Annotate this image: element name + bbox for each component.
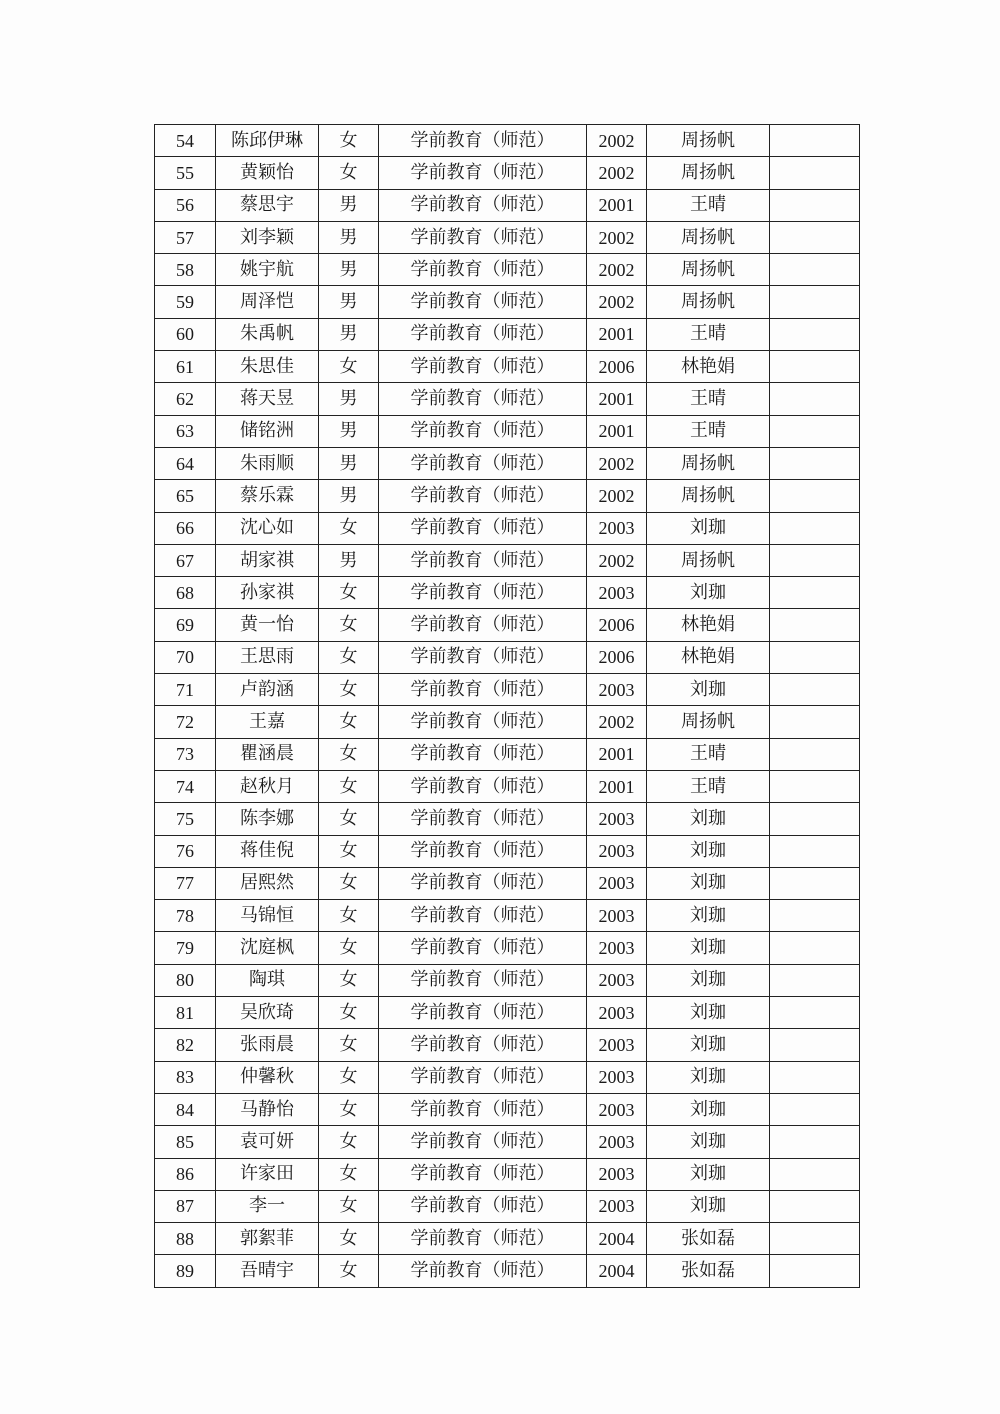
cell-major: 学前教育（师范） [379,803,587,835]
cell-class: 2003 [587,512,647,544]
cell-note [770,221,860,253]
table-row [155,932,860,964]
cell-major: 学前教育（师范） [379,609,587,641]
cell-number: 87 [155,1190,216,1222]
cell-major: 学前教育（师范） [379,286,587,318]
cell-student-name: 刘李颖 [216,221,319,253]
cell-student-name: 赵秋月 [216,770,319,802]
table-row [155,867,860,899]
cell-major: 学前教育（师范） [379,1061,587,1093]
cell-note [770,706,860,738]
cell-note [770,1190,860,1222]
cell-teacher: 张如磊 [647,1255,770,1287]
table-row [155,383,860,415]
cell-gender: 女 [319,512,379,544]
cell-number: 73 [155,738,216,770]
cell-major: 学前教育（师范） [379,480,587,512]
cell-gender: 女 [319,803,379,835]
cell-gender: 女 [319,867,379,899]
cell-gender: 女 [319,1255,379,1287]
cell-student-name: 王思雨 [216,641,319,673]
cell-class: 2003 [587,1190,647,1222]
cell-note [770,900,860,932]
cell-number: 58 [155,254,216,286]
cell-teacher: 林艳娟 [647,609,770,641]
cell-note [770,641,860,673]
cell-student-name: 朱禹帆 [216,318,319,350]
cell-note [770,835,860,867]
cell-note [770,125,860,157]
cell-note [770,1255,860,1287]
cell-number: 81 [155,997,216,1029]
cell-note [770,609,860,641]
cell-teacher: 王晴 [647,189,770,221]
cell-class: 2003 [587,674,647,706]
table-row [155,1061,860,1093]
cell-class: 2003 [587,803,647,835]
cell-teacher: 周扬帆 [647,221,770,253]
cell-note [770,447,860,479]
cell-note [770,512,860,544]
cell-note [770,254,860,286]
cell-note [770,1093,860,1125]
cell-number: 63 [155,415,216,447]
cell-student-name: 沈庭枫 [216,932,319,964]
cell-student-name: 张雨晨 [216,1029,319,1061]
cell-class: 2004 [587,1223,647,1255]
cell-student-name: 胡家祺 [216,544,319,576]
cell-gender: 女 [319,1158,379,1190]
cell-number: 57 [155,221,216,253]
cell-number: 76 [155,835,216,867]
cell-gender: 男 [319,383,379,415]
cell-class: 2001 [587,383,647,415]
cell-gender: 女 [319,964,379,996]
cell-teacher: 刘珈 [647,512,770,544]
cell-teacher: 刘珈 [647,1093,770,1125]
cell-note [770,1061,860,1093]
cell-gender: 女 [319,125,379,157]
cell-number: 72 [155,706,216,738]
cell-class: 2006 [587,351,647,383]
cell-teacher: 刘珈 [647,867,770,899]
cell-teacher: 周扬帆 [647,286,770,318]
cell-teacher: 刘珈 [647,1061,770,1093]
cell-gender: 女 [319,351,379,383]
cell-gender: 女 [319,1029,379,1061]
cell-class: 2002 [587,480,647,512]
cell-number: 54 [155,125,216,157]
cell-gender: 男 [319,286,379,318]
student-roster-table [154,124,860,1288]
cell-teacher: 周扬帆 [647,125,770,157]
table-row [155,286,860,318]
cell-teacher: 刘珈 [647,835,770,867]
cell-number: 62 [155,383,216,415]
cell-class: 2003 [587,1093,647,1125]
cell-student-name: 陈邱伊琳 [216,125,319,157]
cell-major: 学前教育（师范） [379,512,587,544]
table-row [155,447,860,479]
cell-major: 学前教育（师范） [379,674,587,706]
cell-major: 学前教育（师范） [379,1093,587,1125]
cell-note [770,932,860,964]
cell-class: 2002 [587,221,647,253]
cell-major: 学前教育（师范） [379,221,587,253]
cell-teacher: 刘珈 [647,932,770,964]
cell-class: 2003 [587,1061,647,1093]
cell-gender: 女 [319,900,379,932]
cell-number: 60 [155,318,216,350]
cell-teacher: 林艳娟 [647,351,770,383]
cell-gender: 女 [319,1061,379,1093]
table-row [155,770,860,802]
cell-gender: 女 [319,706,379,738]
cell-note [770,189,860,221]
cell-major: 学前教育（师范） [379,997,587,1029]
cell-teacher: 王晴 [647,738,770,770]
table-row [155,544,860,576]
cell-major: 学前教育（师范） [379,641,587,673]
cell-note [770,415,860,447]
cell-teacher: 王晴 [647,770,770,802]
table-row [155,738,860,770]
cell-student-name: 瞿涵晨 [216,738,319,770]
cell-student-name: 蒋佳倪 [216,835,319,867]
cell-major: 学前教育（师范） [379,835,587,867]
cell-major: 学前教育（师范） [379,125,587,157]
cell-teacher: 王晴 [647,383,770,415]
cell-major: 学前教育（师范） [379,383,587,415]
cell-number: 78 [155,900,216,932]
table-row [155,1093,860,1125]
cell-number: 68 [155,577,216,609]
cell-number: 88 [155,1223,216,1255]
cell-number: 66 [155,512,216,544]
cell-class: 2001 [587,415,647,447]
cell-major: 学前教育（师范） [379,447,587,479]
cell-class: 2006 [587,641,647,673]
cell-gender: 男 [319,447,379,479]
cell-teacher: 刘珈 [647,1029,770,1061]
cell-student-name: 袁可妍 [216,1126,319,1158]
cell-student-name: 吾晴宇 [216,1255,319,1287]
cell-student-name: 马锦恒 [216,900,319,932]
cell-class: 2001 [587,770,647,802]
cell-class: 2001 [587,738,647,770]
cell-note [770,286,860,318]
cell-teacher: 刘珈 [647,964,770,996]
cell-note [770,577,860,609]
cell-number: 71 [155,674,216,706]
cell-gender: 女 [319,770,379,802]
cell-class: 2003 [587,997,647,1029]
cell-student-name: 蒋天昱 [216,383,319,415]
cell-number: 89 [155,1255,216,1287]
cell-student-name: 朱雨顺 [216,447,319,479]
cell-student-name: 陶琪 [216,964,319,996]
cell-number: 86 [155,1158,216,1190]
cell-major: 学前教育（师范） [379,1029,587,1061]
cell-teacher: 林艳娟 [647,641,770,673]
cell-teacher: 王晴 [647,318,770,350]
cell-gender: 女 [319,932,379,964]
cell-major: 学前教育（师范） [379,189,587,221]
cell-class: 2001 [587,318,647,350]
cell-number: 67 [155,544,216,576]
cell-number: 65 [155,480,216,512]
cell-number: 77 [155,867,216,899]
cell-major: 学前教育（师范） [379,706,587,738]
cell-teacher: 刘珈 [647,674,770,706]
cell-number: 85 [155,1126,216,1158]
cell-teacher: 刘珈 [647,1126,770,1158]
cell-major: 学前教育（师范） [379,1223,587,1255]
cell-number: 56 [155,189,216,221]
cell-number: 69 [155,609,216,641]
cell-class: 2002 [587,286,647,318]
cell-major: 学前教育（师范） [379,577,587,609]
cell-note [770,770,860,802]
cell-teacher: 刘珈 [647,577,770,609]
cell-student-name: 姚宇航 [216,254,319,286]
cell-gender: 女 [319,1093,379,1125]
cell-student-name: 周泽恺 [216,286,319,318]
cell-number: 84 [155,1093,216,1125]
cell-class: 2003 [587,1158,647,1190]
table-row [155,835,860,867]
cell-student-name: 蔡思宇 [216,189,319,221]
cell-note [770,1126,860,1158]
table-row [155,512,860,544]
cell-student-name: 马静怡 [216,1093,319,1125]
cell-student-name: 朱思佳 [216,351,319,383]
cell-class: 2002 [587,447,647,479]
cell-gender: 女 [319,157,379,189]
cell-class: 2003 [587,964,647,996]
table-row [155,157,860,189]
cell-major: 学前教育（师范） [379,867,587,899]
cell-major: 学前教育（师范） [379,770,587,802]
table-row [155,900,860,932]
cell-student-name: 蔡乐霖 [216,480,319,512]
cell-gender: 女 [319,997,379,1029]
cell-number: 74 [155,770,216,802]
cell-number: 59 [155,286,216,318]
cell-major: 学前教育（师范） [379,932,587,964]
cell-gender: 男 [319,544,379,576]
cell-note [770,318,860,350]
table-row [155,1223,860,1255]
cell-number: 75 [155,803,216,835]
cell-major: 学前教育（师范） [379,351,587,383]
cell-major: 学前教育（师范） [379,1126,587,1158]
cell-student-name: 沈心如 [216,512,319,544]
cell-note [770,803,860,835]
cell-class: 2001 [587,189,647,221]
cell-major: 学前教育（师范） [379,157,587,189]
table-row [155,674,860,706]
cell-major: 学前教育（师范） [379,1255,587,1287]
cell-note [770,351,860,383]
cell-major: 学前教育（师范） [379,900,587,932]
cell-note [770,1029,860,1061]
cell-major: 学前教育（师范） [379,254,587,286]
table-row [155,351,860,383]
cell-gender: 女 [319,577,379,609]
cell-teacher: 刘珈 [647,803,770,835]
table-row [155,641,860,673]
cell-major: 学前教育（师范） [379,544,587,576]
cell-gender: 男 [319,415,379,447]
cell-class: 2003 [587,1029,647,1061]
table-row [155,577,860,609]
cell-class: 2004 [587,1255,647,1287]
table-row [155,964,860,996]
cell-teacher: 刘珈 [647,1190,770,1222]
cell-gender: 男 [319,189,379,221]
cell-note [770,480,860,512]
table-row [155,254,860,286]
cell-teacher: 刘珈 [647,1158,770,1190]
cell-number: 79 [155,932,216,964]
cell-number: 83 [155,1061,216,1093]
cell-class: 2003 [587,900,647,932]
cell-gender: 男 [319,221,379,253]
cell-gender: 男 [319,254,379,286]
table-row [155,1190,860,1222]
cell-number: 55 [155,157,216,189]
cell-student-name: 吴欣琦 [216,997,319,1029]
table-row [155,189,860,221]
table-row [155,1126,860,1158]
cell-teacher: 刘珈 [647,997,770,1029]
cell-note [770,964,860,996]
roster-body [155,125,860,1288]
cell-class: 2006 [587,609,647,641]
cell-student-name: 居熙然 [216,867,319,899]
cell-teacher: 周扬帆 [647,480,770,512]
cell-student-name: 郭絮菲 [216,1223,319,1255]
cell-major: 学前教育（师范） [379,1190,587,1222]
cell-teacher: 王晴 [647,415,770,447]
cell-note [770,674,860,706]
cell-gender: 女 [319,641,379,673]
cell-note [770,1158,860,1190]
cell-major: 学前教育（师范） [379,1158,587,1190]
cell-student-name: 孙家祺 [216,577,319,609]
cell-teacher: 周扬帆 [647,157,770,189]
cell-student-name: 陈李娜 [216,803,319,835]
cell-major: 学前教育（师范） [379,415,587,447]
cell-gender: 女 [319,1223,379,1255]
cell-note [770,383,860,415]
table-row [155,706,860,738]
cell-gender: 男 [319,480,379,512]
cell-number: 64 [155,447,216,479]
table-row [155,997,860,1029]
cell-number: 61 [155,351,216,383]
cell-gender: 女 [319,1190,379,1222]
cell-gender: 男 [319,318,379,350]
table-row [155,803,860,835]
cell-note [770,157,860,189]
cell-student-name: 王嘉 [216,706,319,738]
table-row [155,1158,860,1190]
cell-class: 2003 [587,577,647,609]
cell-teacher: 周扬帆 [647,706,770,738]
cell-gender: 女 [319,738,379,770]
table-row [155,1255,860,1287]
cell-note [770,997,860,1029]
cell-major: 学前教育（师范） [379,738,587,770]
cell-class: 2002 [587,544,647,576]
cell-number: 70 [155,641,216,673]
cell-gender: 女 [319,609,379,641]
cell-student-name: 许家田 [216,1158,319,1190]
cell-note [770,738,860,770]
cell-note [770,867,860,899]
cell-class: 2003 [587,867,647,899]
cell-number: 80 [155,964,216,996]
cell-teacher: 周扬帆 [647,447,770,479]
cell-note [770,544,860,576]
table-row [155,221,860,253]
table-row [155,415,860,447]
cell-student-name: 储铭洲 [216,415,319,447]
cell-student-name: 仲馨秋 [216,1061,319,1093]
cell-class: 2003 [587,1126,647,1158]
cell-teacher: 刘珈 [647,900,770,932]
table-row [155,318,860,350]
cell-gender: 女 [319,1126,379,1158]
cell-class: 2003 [587,932,647,964]
cell-note [770,1223,860,1255]
cell-class: 2002 [587,157,647,189]
cell-gender: 女 [319,835,379,867]
cell-class: 2002 [587,125,647,157]
cell-teacher: 周扬帆 [647,254,770,286]
cell-teacher: 周扬帆 [647,544,770,576]
table-row [155,480,860,512]
cell-class: 2002 [587,706,647,738]
cell-student-name: 黄一怡 [216,609,319,641]
table-row [155,609,860,641]
cell-major: 学前教育（师范） [379,318,587,350]
cell-student-name: 卢韵涵 [216,674,319,706]
cell-student-name: 李一 [216,1190,319,1222]
cell-student-name: 黄颖怡 [216,157,319,189]
cell-major: 学前教育（师范） [379,964,587,996]
cell-class: 2003 [587,835,647,867]
cell-teacher: 张如磊 [647,1223,770,1255]
table-row [155,125,860,157]
cell-gender: 女 [319,674,379,706]
cell-number: 82 [155,1029,216,1061]
table-row [155,1029,860,1061]
cell-class: 2002 [587,254,647,286]
